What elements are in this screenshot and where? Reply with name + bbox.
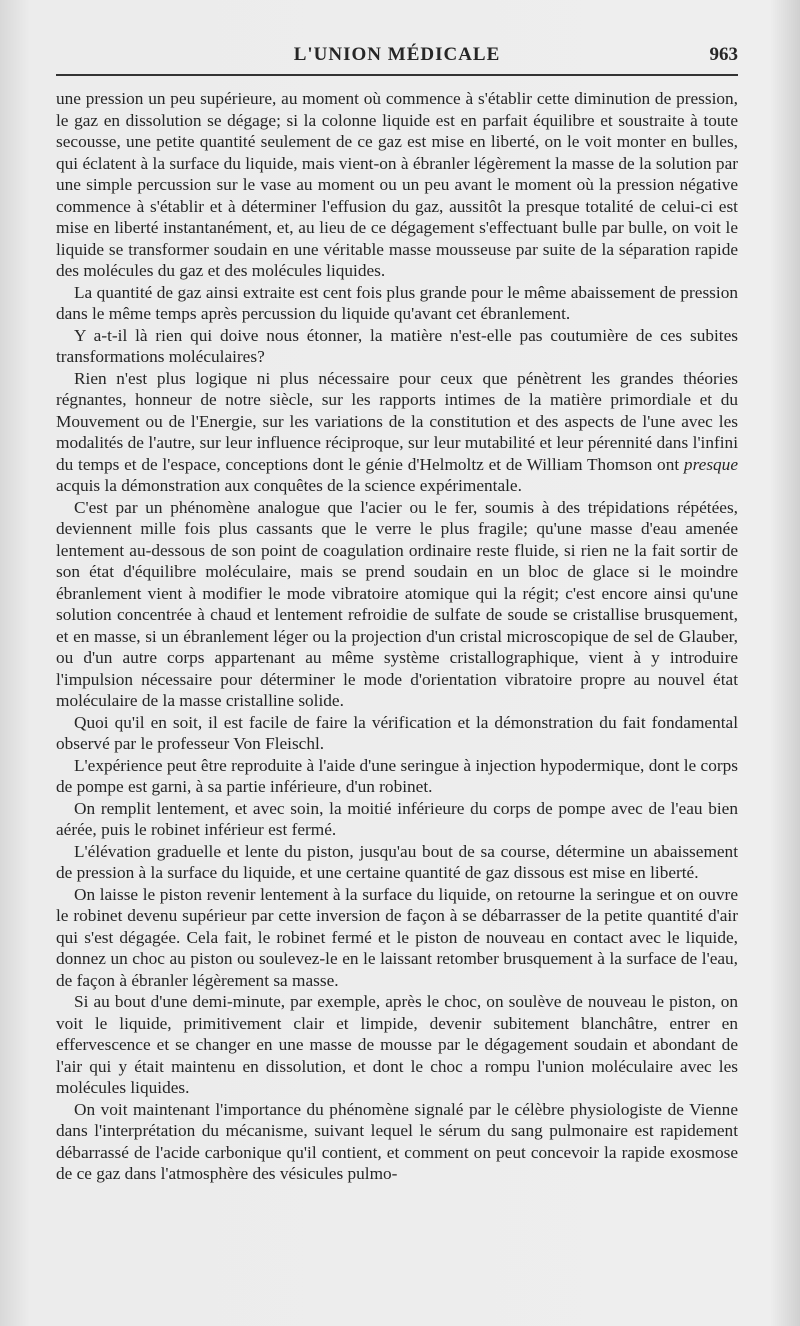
article-body [56, 88, 738, 1185]
paragraph: C'est par un phénomène analogue que l'acier ou le fer, soumis à des trépidations répétées, deviennent mille fois plus cassants que le verre le plus fragile; qu'une masse d'eau amenée lentement au-dessous de son point de coagulation ordinaire reste fluide, si rien ne la fait sortir de son état d'équilibre moléculaire, mais se prend soudain en un bloc de glace si le moindre ébranlement vient à modifier le mode vibratoire atomique qui la régit; c'est encore ainsi qu'une solution concentrée à chaud et lentement refroidie de sulfate de soude se cristallise brusquement, et en masse, si un ébranlement léger ou la projection d'un cristal microscopique de sel de Glauber, ou d'un autre corps appartenant au même système cristallographique, vient à y introduire l'impulsion nécessaire pour déterminer le mode d'orientation vibratoire propre au nouvel état moléculaire de la masse cristalline solide. [56, 497, 738, 710]
page-header [56, 42, 738, 70]
italic-word: presque [683, 454, 738, 474]
paragraph: une pression un peu supérieure, au moment où commence à s'établir cette diminution de pression, le gaz en dissolution se dégage; si la colonne liquide est en parfait équilibre et soustraite à toute secousse, une petite quantité seulement de ce gaz est mise en liberté, on le voit monter en bulles, qui éclatent à la surface du liquide, mais vient-on à ébranler légèrement la masse de la solution par une simple percussion sur le vase au moment ou un peu avant le moment où la pression négative commence à s'établir et à déterminer l'effusion du gaz, aussitôt la presque totalité de celui-ci est mise en liberté instantanément, et, au lieu de ce dégagement s'effectuant bulle par bulle, on voit le liquide se transformer soudain en une véritable masse mousseuse par suite de la séparation rapide des molécules du gaz et des molécules liquides. [56, 89, 738, 280]
paragraph: Y a-t-il là rien qui doive nous étonner, la matière n'est-elle pas coutumière de ces subites transformations moléculaires? [56, 325, 738, 366]
paragraph: On remplit lentement, et avec soin, la moitié inférieure du corps de pompe avec de l'eau bien aérée, puis le robinet inférieur est fermé. [56, 798, 738, 839]
paragraph: Si au bout d'une demi-minute, par exemple, après le choc, on soulève de nouveau le piston, on voit le liquide, primitivement clair et limpide, devenir subitement blanchâtre, entrer en effervescence et se changer en une masse de mousse par le dégagement soudain et abondant de l'air qui y était maintenu en dissolution, et dont le choc a rompu l'union moléculaire avec les molécules liquides. [56, 992, 738, 1097]
paragraph: La quantité de gaz ainsi extraite est cent fois plus grande pour le même abaissement de pression dans le même temps après percussion du liquide qu'avant cet ébranlement. [56, 282, 738, 323]
paragraph [56, 368, 738, 497]
page-number: 963 [709, 44, 738, 65]
paragraph: On laisse le piston revenir lentement à la surface du liquide, on retourne la seringue et on ouvre le robinet devenu supérieur par cette inversion de façon à se débarrasser de la petite quantité d'air qui s'est dégagée. Cela fait, le robinet fermé et le piston de nouveau en contact avec le liquide, donnez un choc au piston ou soulevez-le en le laissant retomber brusquement à la surface de l'eau, de façon à ébranler légèrement sa masse. [56, 884, 738, 990]
paragraph: On voit maintenant l'importance du phénomène signalé par le célèbre physiologiste de Vienne dans l'interprétation du mécanisme, suivant lequel le sérum du sang pulmonaire est rapidement débarrassé de l'acide carbonique qu'il contient, et comment on peut concevoir la rapide exosmose de ce gaz dans l'atmosphère des vésicules pulmo- [56, 1099, 738, 1183]
header-rule [56, 74, 738, 76]
paragraph-text: Rien n'est plus logique ni plus nécessaire pour ceux que pénètrent les grandes théories régnantes, honneur de notre siècle, sur les rapports intimes de la matière primordiale et du Mouvement ou de l'Energie, sur les variations de la constitution et des aspects de l'une avec les modalités de l'autre, sur leur influence réciproque, sur leur mutabilité et leur pérennité dans l'infini du temps et de l'espace, conceptions dont le génie d'Helmoltz et de William Thomson ont [56, 368, 738, 474]
paragraph: L'expérience peut être reproduite à l'aide d'une seringue à injection hypodermique, dont le corps de pompe est garni, à sa partie inférieure, d'un robinet. [56, 755, 738, 796]
running-title: L'UNION MÉDICALE [293, 44, 501, 65]
paragraph: Quoi qu'il en soit, il est facile de faire la vérification et la démonstration du fait fondamental observé par le professeur Von Fleischl. [56, 712, 738, 753]
paragraph: L'élévation graduelle et lente du piston, jusqu'au bout de sa course, détermine un abaissement de pression à la surface du liquide, et une certaine quantité de gaz dissous est mise en liberté. [56, 841, 738, 882]
paragraph-text: acquis la démonstration aux conquêtes de la science expérimentale. [56, 476, 522, 495]
